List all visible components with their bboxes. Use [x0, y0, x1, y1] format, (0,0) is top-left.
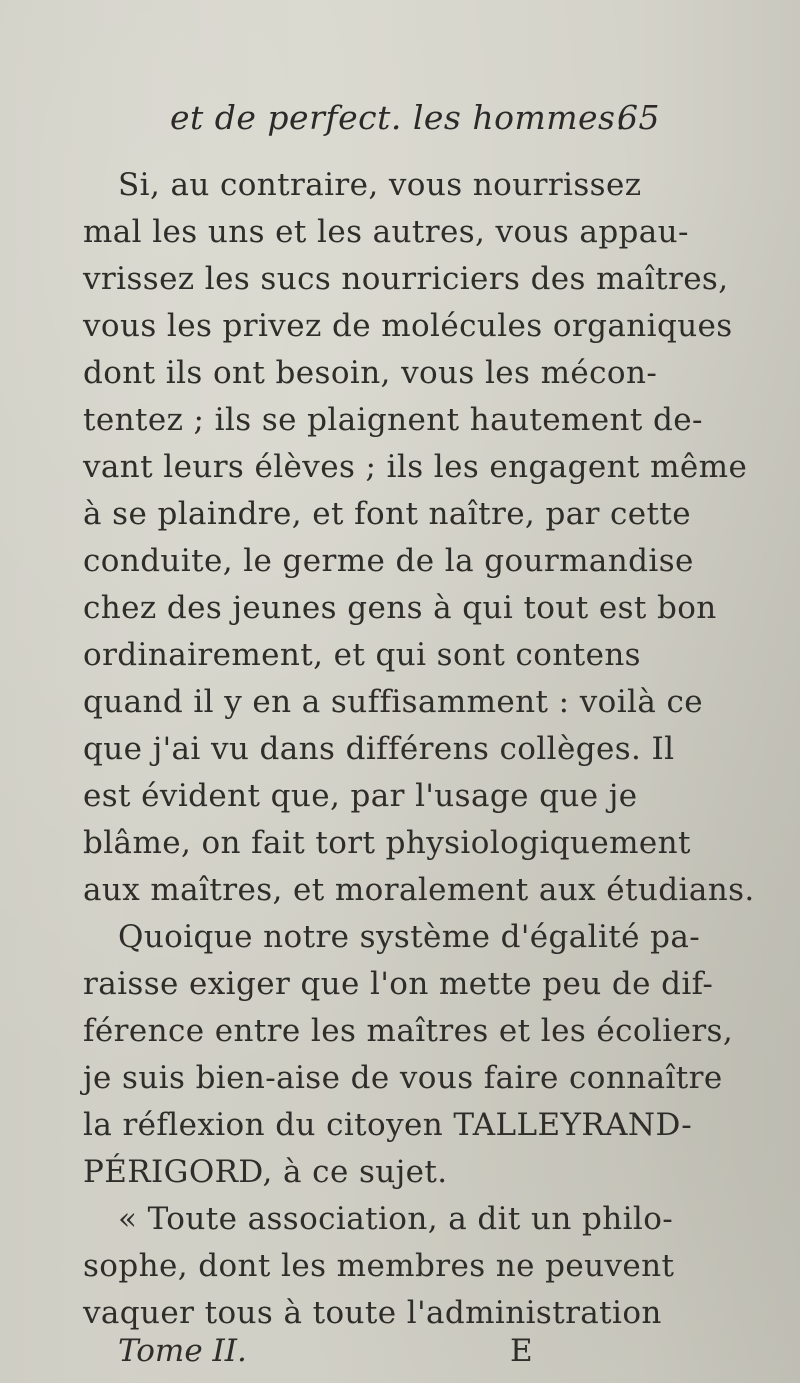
- text-line: aux maîtres, et moralement aux étudians.: [83, 872, 755, 908]
- text-line: à se plaindre, et font naître, par cette: [83, 496, 692, 532]
- text-line: blâme, on fait tort physiologiquement: [83, 825, 691, 861]
- text-line: est évident que, par l'usage que je: [83, 778, 638, 814]
- text-line: mal les uns et les autres, vous appau-: [83, 214, 689, 250]
- text-line: quand il y en a suffisamment : voilà ce: [83, 684, 703, 720]
- signature-mark: E: [510, 1333, 533, 1369]
- text-line: conduite, le germe de la gourmandise: [83, 543, 694, 579]
- text-line: vaquer tous à toute l'administration: [83, 1295, 662, 1331]
- text-line: raisse exiger que l'on mette peu de dif-: [83, 966, 714, 1002]
- text-line: vous les privez de molécules organiques: [83, 308, 733, 344]
- text-line: vrissez les sucs nourriciers des maîtres,: [83, 261, 729, 297]
- text-line: Si, au contraire, vous nourrissez: [118, 167, 642, 203]
- tome-label: Tome II.: [118, 1333, 247, 1369]
- text-line: tentez ; ils se plaignent hautement de-: [83, 402, 703, 438]
- text-line: férence entre les maîtres et les écoliers,: [83, 1013, 734, 1049]
- text-line: chez des jeunes gens à qui tout est bon: [83, 590, 717, 626]
- page-number: 65: [617, 98, 660, 137]
- text-line: la réflexion du citoyen TALLEYRAND-: [83, 1107, 693, 1143]
- running-title: et de perfect. les hommes.: [170, 98, 627, 137]
- text-line: sophe, dont les membres ne peuvent: [83, 1248, 675, 1284]
- text-line: vant leurs élèves ; ils les engagent même: [83, 449, 748, 485]
- text-line: « Toute association, a dit un philo-: [118, 1201, 674, 1237]
- text-line: dont ils ont besoin, vous les mécon-: [83, 355, 658, 391]
- text-line: je suis bien-aise de vous faire connaître: [83, 1060, 723, 1096]
- text-line: PÉRIGORD, à ce sujet.: [83, 1154, 448, 1190]
- text-line: que j'ai vu dans différens collèges. Il: [83, 731, 675, 767]
- text-line: ordinairement, et qui sont contens: [83, 637, 641, 673]
- page-header: [170, 98, 660, 148]
- text-line: Quoique notre système d'égalité pa-: [118, 919, 701, 955]
